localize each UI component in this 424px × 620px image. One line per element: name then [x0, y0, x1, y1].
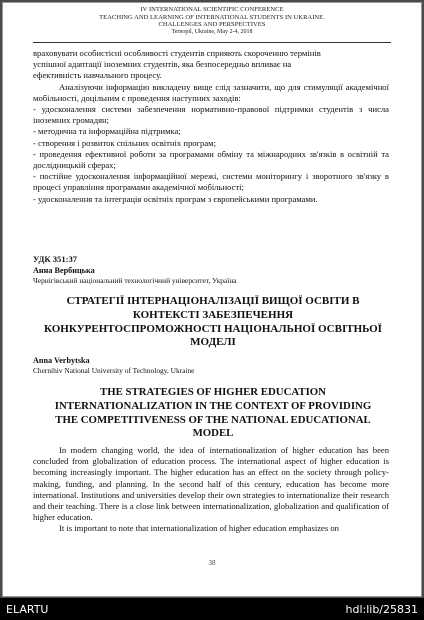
- list-item: - створення і розвиток спільних освітніх програм;: [33, 137, 216, 148]
- header-line-2: TEACHING AND LEARNING OF INTERNATIONAL STUDENTS IN UKRAINE.: [99, 13, 325, 21]
- udk-code: УДК 351:37: [33, 254, 78, 264]
- page-number: 38: [208, 559, 216, 567]
- handle-link[interactable]: hdl:lib/25831: [345, 603, 418, 616]
- affiliation-ua: Чернігівський національний технологічний університет, Україна: [33, 276, 237, 286]
- author-en: Anna Verbytska: [33, 356, 90, 365]
- list-item: - постійне удосконалення інформаційної мережі, системи моніторингу і зворотного зв'язку в процесі управління програмами академічної мобільності;: [33, 171, 389, 193]
- list-item: - методична та інформаційна підтримка;: [33, 126, 181, 137]
- header-line-3: CHALLENGES AND PERSPECTIVES: [158, 21, 266, 29]
- author-ua: Анна Вербицька: [33, 266, 95, 276]
- list-item: - проведення ефективної роботи за програмами обміну та міжнародних зв'язків в освітній та дослідницькій сферах;: [33, 148, 389, 171]
- article-meta-ua: [33, 254, 389, 286]
- affiliation-en: Chernihiv National University of Technology, Ukraine: [33, 366, 195, 376]
- text-line: ефективність навчального процесу.: [33, 70, 162, 81]
- header-line-4: Ternopil, Ukraine, May 2-4, 2018: [171, 28, 253, 35]
- header-line-1: IV INTERNATIONAL SCIENTIFIC CONFERENCE: [140, 6, 284, 13]
- article-title-ua: СТРАТЕГІЇ ІНТЕРНАЦІОНАЛІЗАЦІЇ ВИЩОЇ ОСВІТИ В КОНТЕКСТІ ЗАБЕЗПЕЧЕННЯ КОНКУРЕНТОСПРОМОЖНОСТІ НАЦІОНАЛЬНОЇ ОСВІТНЬОЇ МОДЕЛІ: [44, 295, 382, 349]
- previous-article-end: [33, 48, 389, 205]
- repository-name: ELARTU: [6, 603, 49, 616]
- header-rule: [33, 42, 391, 43]
- body-paragraph: In modern changing world, the idea of internationalization of higher education has been concluded from globalization of education process. The international aspect of higher education is becoming increasingly important. The higher education has an effect on the society through policy-making, funding, and planning. In the second half of this century, education has become more international. Institutions and universities develop their own strategies to internationalize their research and their teaching. There is a close link between internationalization, globalization and qualification of higher education.: [33, 445, 389, 523]
- body-paragraph: It is important to note that internationalization of higher education emphasizes on: [59, 523, 339, 534]
- article-title-en: THE STRATEGIES OF HIGHER EDUCATION INTERNATIONALIZATION IN THE CONTEXT OF PROVIDING THE COMPETITIVENESS OF THE NATIONAL EDUCATIONAL MODEL: [54, 386, 372, 440]
- list-item: - удосконалення системи забезпечення нормативно-правової підтримки студентів з числа іноземних громадян;: [33, 104, 389, 126]
- conference-header: [3, 6, 421, 36]
- analysis-paragraph: Аналізуючи інформацію викладену вище слід зазначити, що для стимуляції академічної мобільності, доцільним є проведення наступних заходів:: [33, 81, 389, 103]
- text-line: успішної адаптації іноземних студентів, яка безпосередньо впливає на: [33, 59, 292, 70]
- list-item: - удосконалення та інтеграція освітніх програм з європейськими програмами.: [33, 193, 318, 204]
- article-meta-en: [33, 355, 389, 376]
- text-line: враховувати особистісні особливості студентів сприяють скороченню термінів: [33, 48, 321, 58]
- document-page: [2, 2, 422, 597]
- article-body: [33, 445, 389, 535]
- repository-footer: [0, 598, 424, 620]
